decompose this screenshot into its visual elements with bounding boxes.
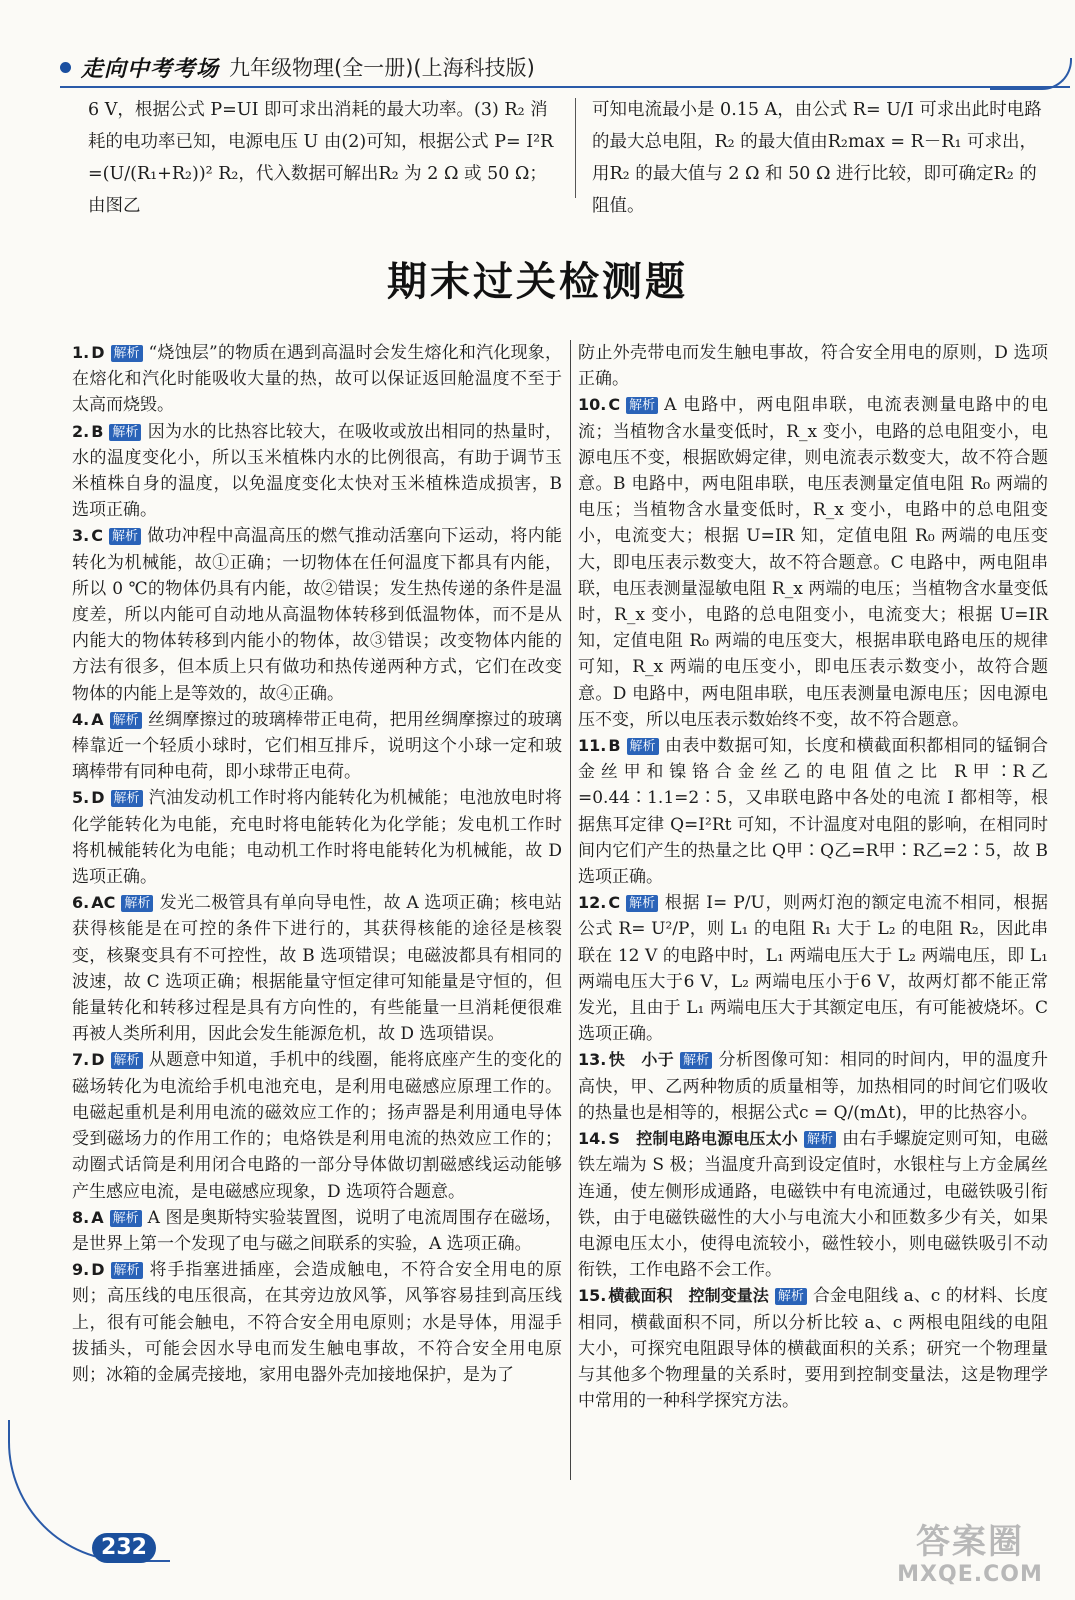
analysis-badge: 解析 (111, 790, 143, 807)
page-number: 232 (92, 1533, 156, 1563)
answers-right-column (578, 340, 1048, 1414)
answer-item-7: 7. D 解析 从题意中知道，手机中的线圈，能将底座产生的变化的磁场转化为电流给手机电池充电，是利用电磁感应原理工作的。电磁起重机是利用电流的磁效应工作的；扬声器是利用通电导体受到磁场力的作用工作的；电烙铁是利用电流的热效应工作的；动圈式话筒是利用闭合电路的一部分导体做切割磁感线运动能够产生感应电流，是电磁感应现象，D 选项符合题意。 (72, 1050, 562, 1202)
analysis-badge: 解析 (111, 1262, 143, 1279)
answer-item-13: 13. 快 小于 解析 分析图像可知：相同的时间内，甲的温度升高快，甲、乙两种物质的质量相等，加热相同的时间它们吸收的热量也是相等的，根据公式c = Q/(mΔt)，甲的比热容小。 (578, 1050, 1048, 1123)
answer-key: C (608, 893, 621, 913)
answer-item-9: 9. D 解析 将手指塞进插座，会造成触电，不符合安全用电的原则；高压线的电压很高，在其旁边放风筝，风筝容易挂到高压线上，很有可能会触电，不符合安全用电原则；水是导体，用湿手拔插头，可能会因水导电而发生触电事故，不符合安全用电原则；冰箱的金属壳接地，家用电器外壳加接地保护，是为了 (72, 1260, 562, 1385)
answer-key: 横截面积 控制变量法 (608, 1286, 769, 1306)
analysis-badge: 解析 (680, 1052, 712, 1069)
continued-text-right: 可知电流最小是 0.15 A，由公式 R= U/I 可求出此时电路的最大总电阻，R₂ 的最大值由R₂max = R－R₁ 可求出，用R₂ 的最大值与 2 Ω 和 50 Ω 进行比较，即可确定R₂ 的阻值。 (592, 100, 1042, 216)
section-title: 期末过关检测题 (387, 259, 688, 305)
watermark-mark: 答案圈 (916, 1522, 1024, 1562)
analysis-badge: 解析 (626, 397, 658, 414)
analysis-badge: 解析 (627, 738, 659, 755)
analysis-badge: 解析 (109, 424, 141, 441)
answer-item-4: 4. A 解析 丝绸摩擦过的玻璃棒带正电荷，把用丝绸摩擦过的玻璃棒靠近一个轻质小球时，它们相互排斥，说明这个小球一定和玻璃棒带有同种电荷，即小球带正电荷。 (72, 709, 562, 783)
answer-item-6: 6. AC 解析 发光二极管具有单向导电性，故 A 选项正确；核电站获得核能是在可控的条件下进行的，其获得核能的途径是核裂变，核聚变具有不可控性，故 B 选项错误；电磁波都具有相同的波速，故 C 选项正确；根据能量守恒定律可知能量是守恒的，但能量转化和转移过程是具有方向性的，有些能量一旦消耗便很难再被人类所利用，因此会发生能源危机，故 D 选项错误。 (72, 893, 562, 1045)
analysis-badge: 解析 (110, 712, 142, 729)
answer-explanation: “烧蚀层”的物质在遇到高温时会发生熔化和汽化现象，在熔化和汽化时能吸收大量的热，故可以保证返回舱温度不至于太高而烧毁。 (72, 343, 562, 416)
answer-explanation: A 图是奥斯特实验装置图，说明了电流周围存在磁场，是世界上第一个发现了电与磁之间联系的实验，A 选项正确。 (72, 1207, 562, 1254)
answer-key: C (608, 395, 621, 415)
analysis-badge: 解析 (110, 1210, 142, 1227)
answer-key: B (608, 736, 621, 756)
answer-key: B (91, 421, 104, 441)
answer-explanation: 丝绸摩擦过的玻璃棒带正电荷，把用丝绸摩擦过的玻璃棒靠近一个轻质小球时，它们相互排斥，说明这个小球一定和玻璃棒带有同种电荷，即小球带正电荷。 (72, 709, 562, 783)
book-subtitle: 九年级物理(全一册)(上海科技版) (229, 56, 535, 80)
answer-explanation: 将手指塞进插座，会造成触电，不符合安全用电的原则；高压线的电压很高，在其旁边放风筝，风筝容易挂到高压线上，很有可能会触电，不符合安全用电原则；水是导体，用湿手拔插头，可能会因水导电而发生触电事故，不符合安全用电原则；冰箱的金属壳接地，家用电器外壳加接地保护，是为了 (72, 1260, 562, 1385)
answer-explanation: 由右手螺旋定则可知，电磁铁左端为 S 极；当温度升高到设定值时，水银柱与上方金属丝连通，使左侧形成通路，电磁铁中有电流通过，电磁铁吸引衔铁，由于电磁铁磁性的大小与电流大小和匝数多少有关，如果电源电压太小，使得电流较小，磁性较小，则电磁铁吸引不动衔铁，工作电路不会工作。 (578, 1129, 1049, 1281)
answer-explanation: 由表中数据可知，长度和横截面积都相同的锰铜合金丝甲和镍铬合金丝乙的电阻值之比 R甲∶R乙 =0.44∶1.1=2∶5，又串联电路中各处的电流 I 都相等，根据焦耳定律 Q=I²Rt 可知，不计温度对电阻的影响，在相同时间内它们产生的热量之比 Q甲∶Q乙=R甲∶R乙=2∶5，故 B 选项正确。 (578, 736, 1048, 888)
answer-key: A (91, 709, 104, 729)
analysis-badge: 解析 (121, 895, 153, 912)
answer-explanation: 根据 I= P/U，则两灯泡的额定电流不相同，根据公式 R= U²/P，则 L₁ 的电阻 R₁ 大于 L₂ 的电阻 R₂，因此串联在 12 V 的电路中时，L₁ 两端电压大于 L₂ 两端电压，即 L₁ 两端电压大于6 V，L₂ 两端电压小于6 V，故两灯都不能正常发光，且由于 L₁ 两端电压大于其额定电压，有可能被烧坏。C 选项正确。 (578, 893, 1048, 1045)
answer-explanation: 汽油发动机工作时将内能转化为机械能；电池放电时将化学能转化为电能，充电时将电能转化为化学能；发电机工作时将机械能转化为电能；电动机工作时将电能转化为机械能，故 D 选项正确。 (72, 788, 562, 888)
watermark-site: MXQE.COM (897, 1562, 1043, 1587)
answer-item-12: 12. C 解析 根据 I= P/U，则两灯泡的额定电流不相同，根据公式 R= U²/P，则 L₁ 的电阻 R₁ 大于 L₂ 的电阻 R₂，因此串联在 12 V 的电路中时，L₁ 两端电压大于 L₂ 两端电压，即 L₁ 两端电压大于6 V，L₂ 两端电压小于6 V，故两灯都不能正常发光，且由于 L₁ 两端电压大于其额定电压，有可能被烧坏。C 选项正确。 (578, 893, 1048, 1045)
answer-item-10: 10. C 解析 A 电路中，两电阻串联，电流表测量电路中的电流；当植物含水量变低时，R_x 变小，电路的总电阻变小，电源电压不变，根据欧姆定律，则电流表示数变大，故不符合题意。B 电路中，两电阻串联，电压表测量定值电阻 R₀ 两端的电压；当植物含水量变低时，R_x 变小，电路中的总电阻变小，电流变大；根据 U=IR 知，定值电阻 R₀ 两端的电压变大，即电压表示数变大，故不符合题意。C 电路中，两电阻串联，电压表测量湿敏电阻 R_x 两端的电压；当植物含水量变低时，R_x 变小，电路的总电阻变小，电流变大；根据 U=IR 知，定值电阻 R₀ 两端的电压变大，根据串联电路电压的规律可知，R_x 两端的电压变小，即电压表示数变小，故符合题意。D 电路中，两电阻串联，电压表测量电源电压；因电源电压不变，所以电压表示数始终不变，故不符合题意。 (578, 395, 1048, 730)
answer-item-15: 15. 横截面积 控制变量法 解析 合金电阻线 a、c 的材料、长度相同，横截面积不同，所以分析比较 a、c 两根电阻线的电阻大小，可探究电阻跟导体的横截面积的关系；研究一个物理量与其他多个物理量的关系时，要用到控制变量法，这是物理学中常用的一种科学探究方法。 (578, 1286, 1048, 1412)
continued-text-left: 6 V，根据公式 P=UI 即可求出消耗的最大功率。(3) R₂ 消耗的电功率已知，电源电压 U 由(2)可知，根据公式 P= I²R =(U/(R₁+R₂))² R₂，代入数据可解出R₂ 为 2 Ω 或 50 Ω；由图乙 (88, 100, 554, 216)
answer-key: D (91, 1260, 105, 1280)
analysis-badge: 解析 (626, 895, 658, 912)
answer-item-8: 8. A 解析 A 图是奥斯特实验装置图，说明了电流周围存在磁场，是世界上第一个发现了电与磁之间联系的实验，A 选项正确。 (72, 1207, 562, 1254)
answer-item-11: 11. B 解析 由表中数据可知，长度和横截面积都相同的锰铜合金丝甲和镍铬合金丝乙的电阻值之比 R甲∶R乙 =0.44∶1.1=2∶5，又串联电路中各处的电流 I 都相等，根据焦耳定律 Q=I²Rt 可知，不计温度对电阻的影响，在相同时间内它们产生的热量之比 Q甲∶Q乙=R甲∶R乙=2∶5，故 B 选项正确。 (578, 736, 1048, 888)
answer-key: C (91, 526, 103, 546)
answer-key: AC (91, 893, 116, 913)
answer-key: D (91, 788, 105, 808)
answer-item-14: 14. S 控制电路电源电压太小 解析 由右手螺旋定则可知，电磁铁左端为 S 极；当温度升高到设定值时，水银柱与上方金属丝连通，使左侧形成通路，电磁铁中有电流通过，电磁铁吸引衔铁，由于电磁铁磁性的大小与电流大小和匝数多少有关，如果电源电压太小，使得电流较小，磁性较小，则电磁铁吸引不动衔铁，工作电路不会工作。 (578, 1129, 1049, 1281)
answer-key: A (91, 1207, 104, 1227)
answers-left-column (72, 340, 562, 1388)
column-divider (570, 340, 571, 1480)
bullet-dot-icon (60, 62, 71, 73)
column-divider-top (575, 98, 576, 198)
book-series-title: 走向中考考场 (81, 56, 220, 82)
analysis-badge: 解析 (109, 528, 141, 545)
answer-key: D (91, 343, 105, 362)
answer-explanation: 合金电阻线 a、c 的材料、长度相同，横截面积不同，所以分析比较 a、c 两根电阻线的电阻大小，可探究电阻跟导体的横截面积的关系；研究一个物理量与其他多个物理量的关系时，要用到控制变量法，这是物理学中常用的一种科学探究方法。 (578, 1286, 1048, 1412)
continued-answer-9: 防止外壳带电而发生触电事故，符合安全用电的原则，D 选项正确。 (578, 343, 1048, 390)
answer-explanation: 因为水的比热容比较大，在吸收或放出相同的热量时，水的温度变化小，所以玉米植株内水的比例很高，有助于调节玉米植株自身的温度，以免温度变化太快对玉米植株造成损害，B 选项正确。 (72, 421, 562, 521)
answer-explanation: 发光二极管具有单向导电性，故 A 选项正确；核电站获得核能是在可控的条件下进行的，其获得核能的途径是核裂变，核聚变具有不可控性，故 B 选项错误；电磁波都具有相同的波速，故 C 选项正确；根据能量守恒定律可知能量是守恒的，但能量转化和转移过程是具有方向性的，有些能量一旦消耗便很难再被人类所利用，因此会发生能源危机，故 D 选项错误。 (72, 893, 562, 1045)
analysis-badge: 解析 (111, 1052, 143, 1069)
analysis-badge: 解析 (111, 345, 143, 362)
answer-item-2: 2. B 解析 因为水的比热容比较大，在吸收或放出相同的热量时，水的温度变化小，所以玉米植株内水的比例很高，有助于调节玉米植株自身的温度，以免温度变化太快对玉米植株造成损害，B 选项正确。 (72, 421, 562, 521)
answer-item-3: 3. C 解析 做功冲程中高温高压的燃气推动活塞向下运动，将内能转化为机械能，故①正确；一切物体在任何温度下都具有内能，所以 0 ℃的物体仍具有内能，故②错误；发生热传递的条件是温度差，所以内能可自动地从高温物体转移到低温物体，而不是从内能大的物体转移到内能小的物体，故③错误；改变物体内能的方法有很多，但本质上只有做功和热传递两种方式，它们在改变物体的内能上是等效的，故④正确。 (72, 526, 562, 704)
analysis-badge: 解析 (775, 1288, 807, 1305)
answer-explanation: 从题意中知道，手机中的线圈，能将底座产生的变化的磁场转化为电流给手机电池充电，是利用电磁感应原理工作的。电磁起重机是利用电流的磁效应工作的；扬声器是利用通电导体受到磁场力的作用工作的；电烙铁是利用电流的热效应工作的；动圈式话筒是利用闭合电路的一部分导体做切割磁感线运动能够产生感应电流，是电磁感应现象，D 选项符合题意。 (72, 1050, 562, 1202)
running-header (60, 52, 620, 82)
answer-explanation: 分析图像可知：相同的时间内，甲的温度升高快，甲、乙两种物质的质量相等，加热相同的时间它们吸收的热量也是相等的，根据公式c = Q/(mΔt)，甲的比热容小。 (578, 1050, 1048, 1123)
watermark-logo (880, 1522, 1060, 1594)
answer-item-5: 5. D 解析 汽油发动机工作时将内能转化为机械能；电池放电时将化学能转化为电能，充电时将电能转化为化学能；发电机工作时将机械能转化为电能；电动机工作时将电能转化为机械能，故 D 选项正确。 (72, 788, 562, 888)
answer-key: S 控制电路电源电压太小 (608, 1129, 798, 1149)
answer-key: 快 小于 (608, 1050, 675, 1070)
answer-explanation: 做功冲程中高温高压的燃气推动活塞向下运动，将内能转化为机械能，故①正确；一切物体在任何温度下都具有内能，所以 0 ℃的物体仍具有内能，故②错误；发生热传递的条件是温度差，所以内能可自动地从高温物体转移到低温物体，而不是从内能大的物体转移到内能小的物体，故③错误；改变物体内能的方法有很多，但本质上只有做功和热传递两种方式，它们在改变物体的内能上是等效的，故④正确。 (72, 526, 562, 704)
analysis-badge: 解析 (804, 1131, 836, 1148)
answer-key: D (91, 1050, 105, 1070)
header-rule (60, 86, 1070, 88)
answer-explanation: A 电路中，两电阻串联，电流表测量电路中的电流；当植物含水量变低时，R_x 变小，电路的总电阻变小，电源电压不变，根据欧姆定律，则电流表示数变大，故不符合题意。B 电路中，两电阻串联，电压表测量定值电阻 R₀ 两端的电压；当植物含水量变低时，R_x 变小，电路中的总电阻变小，电流变大；根据 U=IR 知，定值电阻 R₀ 两端的电压变大，即电压表示数变大，故不符合题意。C 电路中，两电阻串联，电压表测量湿敏电阻 R_x 两端的电压；当植物含水量变低时，R_x 变小，电路的总电阻变小，电流变大；根据 U=IR 知，定值电阻 R₀ 两端的电压变大，根据串联电路电压的规律可知，R_x 两端的电压变小，即电压表示数变小，故符合题意。D 电路中，两电阻串联，电压表测量电源电压；因电源电压不变，所以电压表示数始终不变，故不符合题意。 (578, 395, 1048, 730)
answer-item-1: 1. D 解析 “烧蚀层”的物质在遇到高温时会发生熔化和汽化现象，在熔化和汽化时能吸收大量的热，故可以保证返回舱温度不至于太高而烧毁。 (72, 343, 562, 416)
